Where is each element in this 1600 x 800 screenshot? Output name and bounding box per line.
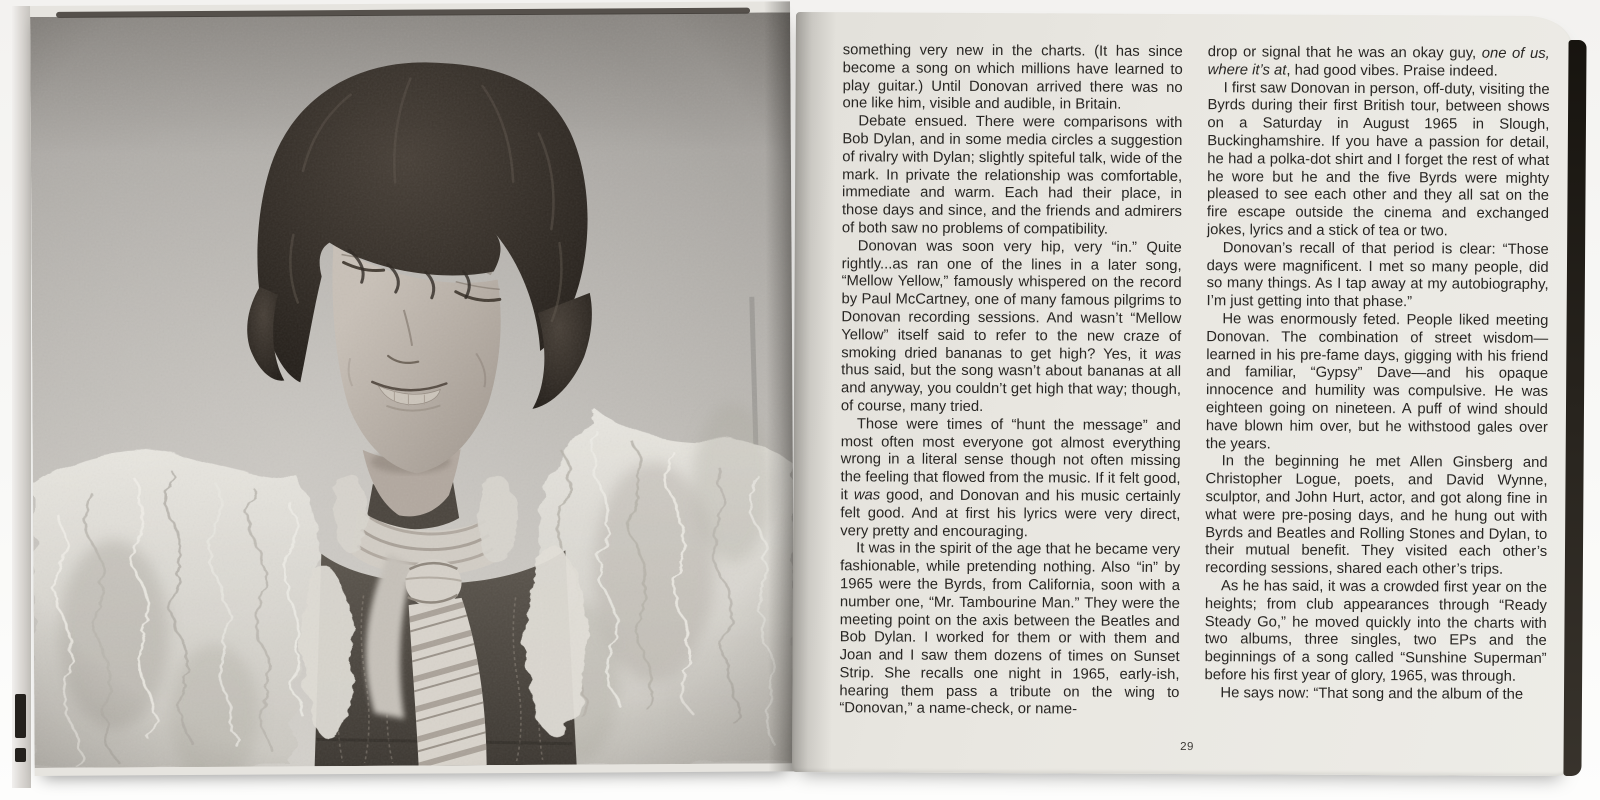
page-edge-mark — [15, 748, 26, 762]
paragraph: Donovan was soon very hip, very “in.” Quite rightly...as ran one of the lines in a later song, “Mellow Yellow,” famously whispered on the record by Paul McCartney, one of many famous pilgrims to Donovan recording sessions. And wasn’t “Mellow Yellow” itself said to refer to the new craze of smoking dried bananas to get high? Yes, it was thus said, but the song wasn’t about bananas at all and anyway, you couldn’t get high that way; though, of course, many tried. — [840, 238, 1182, 415]
paragraph: Donovan’s recall of that period is clear: “Those days were magnificent. I met so many people, did so many things. As I tap away at my autobiography, I’m just getting into that phase.” — [1206, 240, 1549, 311]
portrait-illustration — [30, 12, 795, 768]
donovan-portrait-photo — [30, 12, 795, 768]
paragraph: In the beginning he met Allen Ginsberg and Christopher Logue, poets, and David Wynne, sculptor, and John Hurt, actor, and got along fine in what were pre-posing days, and he hung out with Byrds and Beatles and Rolling Stones and Dylan, to their mutual benefit. They visited each other’s recording sessions, shared each other’s trips. — [1205, 453, 1548, 578]
right-page — [792, 12, 1572, 776]
paragraph: I first saw Donovan in person, off-duty, visiting the Byrds during their first British tour, between shows on a Saturday in August 1965 in Slough, Buckinghamshire. If you have a passion for detail, he had a polka-dot shirt and I forget the rest of what he wore but he and the five Byrds were mighty pleased to see each other and they all sat on the fire escape outside the cinema and exchanged jokes, lyrics and a stick of tea or two. — [1206, 79, 1550, 240]
page-number: 29 — [1180, 741, 1194, 754]
page-stack-edge-left — [12, 6, 31, 788]
paragraph: He was enormously feted. People liked meeting Donovan. The combination of street wisdom—learned in his pre-fame days, gigging with his friend and familiar, “Gypsy” Dave—and his opaque innocence and humility was compulsive. He was eighteen going on nineteen. A puff of wind should have blown him over, but he withstood gales over the years. — [1205, 311, 1549, 453]
page-edge-mark — [15, 694, 26, 738]
text-column-1 — [839, 42, 1183, 762]
paragraph: something very new in the charts. (It has since become a song on which millions have learned to play guitar.) Until Donovan arrived there was no one like him, visible and audible, in Britain. — [842, 42, 1183, 114]
paragraph: Those were times of “hunt the message” and most often most everyone got almost everything wrong in a literal sense though not often missing the feeling that flowed from the music. If it felt good, it was good, and Donovan and his music certainly felt good. And at first his lyrics were very direct, very pretty and encouraging. — [840, 416, 1181, 540]
left-page — [30, 1, 795, 776]
paragraph: drop or signal that he was an okay guy, one of us, where it’s at, had good vibes. Praise indeed. — [1207, 44, 1550, 80]
paragraph: It was in the spirit of the age that he became very fashionable, while pretending nothing. Also “in” by 1965 were the Byrds, from California, soon with a number one, “Mr. Tambourine Man.” They were the meeting point on the axis between the Beatles and Bob Dylan. I worked for them or with them and Joan and I saw them dozens of times on Sunset Strip. She recalls one night in 1965, early-ish, hearing them pass a tribute on the wing to “Donovan,” a name-check, or name- — [839, 540, 1181, 718]
page-stack-edge-right — [1563, 40, 1586, 776]
paragraph: Debate ensued. There were comparisons with Bob Dylan, and in some media circles a suggestion of rivalry with Dylan; slightly spiteful talk, wide of the mark. In private the relationship was comfortable, immediate and warm. Each had their place, in those days and since, and the friends and admirers of both saw no problems of compatibility. — [841, 113, 1183, 238]
paragraph: As he has said, it was a crowded first year on the heights; from club appearances through “Ready Steady Go,” he moved quickly into the charts with two albums, three singles, two EPs and the beginnings of a song called “Sunshine Superman” before his first year of glory, 1965, was through. — [1204, 578, 1548, 685]
text-column-2 — [1204, 44, 1550, 764]
paragraph: He says now: “That song and the album of the — [1220, 684, 1524, 703]
